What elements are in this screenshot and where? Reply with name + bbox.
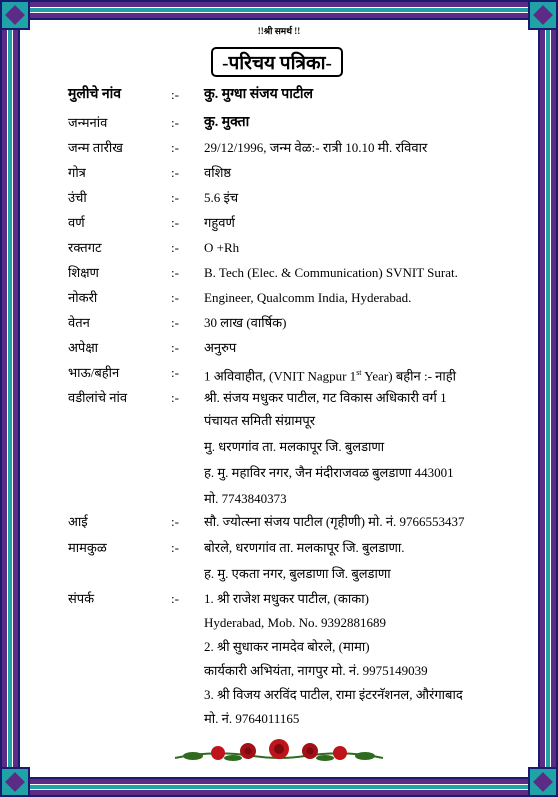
value-education: B. Tech (Elec. & Communication) SVNIT Surat. (204, 265, 458, 280)
label-contact: संपर्क (68, 591, 95, 606)
value-father-line: मो. 7743840373 (204, 491, 287, 506)
corner-ornament-icon (528, 767, 558, 797)
row-contact (68, 590, 538, 730)
value-father-line: श्री. संजय मधुकर पाटील, गट विकास अधिकारी वर्ग 1 (204, 390, 447, 405)
colon: :- (171, 215, 179, 230)
colon: :- (171, 87, 179, 102)
value-complexion: गहुवर्ण (204, 215, 235, 230)
label-expectation: अपेक्षा (68, 340, 99, 355)
value-blood-group: O +Rh (204, 240, 240, 255)
value-height: 5.6 इंच (204, 190, 239, 205)
value-dob: 29/12/1996, जन्म वेळ:- रात्री 10.10 मी. रविवार (204, 140, 428, 155)
label-height: उंची (68, 190, 87, 205)
colon: :- (171, 290, 179, 305)
value-expectation: अनुरुप (204, 340, 237, 355)
value-siblings: 1 अविवाहीत, (VNIT Nagpur 1st Year) बहीन :- नाही (204, 368, 457, 384)
value-contact-line: कार्यकारी अभियंता, नागपुर मो. नं. 9975149039 (204, 663, 428, 678)
label-job: नोकरी (68, 290, 98, 305)
colon: :- (171, 240, 179, 255)
value-gotra: वशिष्ठ (204, 165, 232, 180)
label-siblings: भाऊ/बहीन (68, 365, 120, 380)
value-father-line: पंचायत समिती संग्रामपूर (204, 413, 316, 428)
frame-border-top (0, 0, 558, 20)
value-father-line: मु. धरणगांव ता. मलकापूर जि. बुलडाणा (204, 439, 385, 454)
colon: :- (171, 165, 179, 180)
colon: :- (171, 365, 179, 380)
colon: :- (171, 540, 179, 555)
row-father (68, 389, 538, 509)
colon: :- (171, 115, 179, 130)
value-contact-line: 2. श्री सुधाकर नामदेव बोरले, (मामा) (204, 639, 370, 654)
rose-garland-icon (173, 736, 385, 764)
value-contact-line: 1. श्री राजेश मधुकर पाटील, (काका) (204, 591, 369, 606)
label-mother: आई (68, 514, 88, 529)
value-contact-line: मो. नं. 9764011165 (204, 711, 300, 726)
frame-border-right (538, 0, 558, 797)
label-father: वडीलांचे नांव (68, 390, 128, 405)
value-job: Engineer, Qualcomm India, Hyderabad. (204, 290, 412, 305)
header-invocation: !!श्री समर्थ !! (257, 26, 301, 36)
frame-border-bottom (0, 777, 558, 797)
page-title: -परिचय पत्रिका- (211, 47, 343, 77)
label-dob: जन्म तारीख (68, 140, 123, 155)
value-contact-line: Hyderabad, Mob. No. 9392881689 (204, 615, 386, 630)
colon: :- (171, 140, 179, 155)
value-name: कु. मुग्धा संजय पाटील (204, 87, 314, 102)
label-birth-name: जन्मनांव (68, 115, 108, 130)
label-education: शिक्षण (68, 265, 99, 280)
value-contact-line: 3. श्री विजय अरविंद पाटील, रामा इंटरनॅशनल, औरंगाबाद (204, 687, 463, 702)
colon: :- (171, 591, 179, 606)
value-mother: सौ. ज्योत्स्ना संजय पाटील (गृहीणी) मो. नं. 9766553437 (204, 514, 465, 529)
label-complexion: वर्ण (68, 215, 85, 230)
label-salary: वेतन (68, 315, 90, 330)
label-name: मुलीचे नांव (68, 87, 122, 102)
value-maternal-line: बोरले, धरणगांव ता. मलकापूर जि. बुलडाणा. (204, 540, 405, 555)
colon: :- (171, 315, 179, 330)
value-maternal-line: ह. मु. एकता नगर, बुलडाणा जि. बुलडाणा (204, 566, 391, 581)
label-blood-group: रक्तगट (68, 240, 102, 255)
colon: :- (171, 190, 179, 205)
label-maternal: मामकुळ (68, 540, 107, 555)
colon: :- (171, 514, 179, 529)
colon: :- (171, 265, 179, 280)
label-gotra: गोत्र (68, 165, 86, 180)
frame-border-left (0, 0, 20, 797)
value-salary: 30 लाख (वार्षिक) (204, 315, 287, 330)
colon: :- (171, 390, 179, 405)
colon: :- (171, 340, 179, 355)
row-maternal (68, 539, 538, 584)
value-birth-name: कु. मुक्ता (204, 115, 250, 130)
value-father-line: ह. मु. महाविर नगर, जैन मंदीराजवळ बुलडाणा 443001 (204, 465, 454, 480)
corner-ornament-icon (0, 767, 30, 797)
